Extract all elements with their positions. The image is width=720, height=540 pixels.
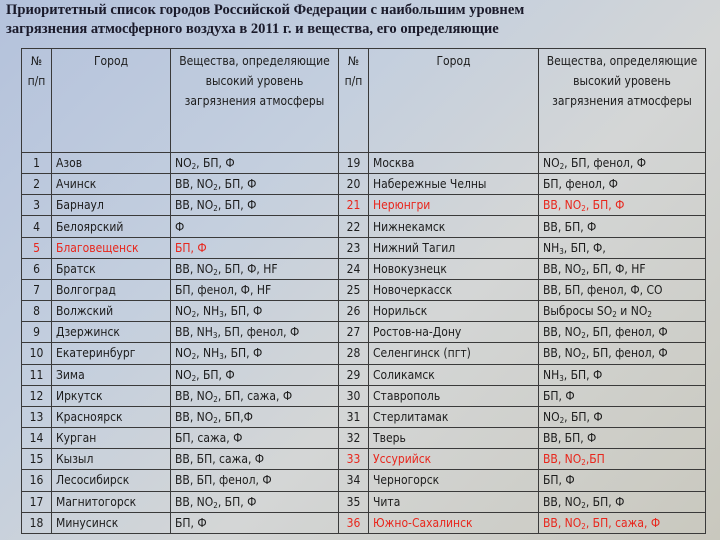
substances-right: ВВ, $NO_2,БП$ <box>539 449 706 470</box>
city-name-left: Волжский <box>52 301 171 322</box>
row-number-right: 34 <box>339 470 369 491</box>
row-number-left: 14 <box>22 428 52 449</box>
row-number-left: 16 <box>22 470 52 491</box>
row-number-right: 23 <box>339 237 369 258</box>
city-name-right: Новокузнецк <box>369 258 539 279</box>
substances-left: БП, Ф <box>171 512 339 533</box>
row-number-right: 26 <box>339 301 369 322</box>
substances-right: Выбросы $SO_2$ и $NO_2$ <box>539 301 706 322</box>
row-number-left: 10 <box>22 343 52 364</box>
city-name-right: Уссурийск <box>369 449 539 470</box>
substances-left: БП, Ф <box>171 237 339 258</box>
substances-left: $NO_2$, БП, Ф <box>171 364 339 385</box>
table-row <box>22 153 706 174</box>
city-name-right: Тверь <box>369 428 539 449</box>
substances-right: БП, Ф <box>539 470 706 491</box>
table-row <box>22 216 706 237</box>
city-name-left: Волгоград <box>52 279 171 300</box>
row-number-left: 8 <box>22 301 52 322</box>
table-header-row <box>22 49 706 153</box>
row-number-left: 18 <box>22 512 52 533</box>
city-name-right: Южно-Сахалинск <box>369 512 539 533</box>
substances-left: ВВ, $NO_2$, БП, Ф <box>171 491 339 512</box>
row-number-left: 1 <box>22 153 52 174</box>
city-name-left: Минусинск <box>52 512 171 533</box>
table-row <box>22 322 706 343</box>
row-number-left: 7 <box>22 279 52 300</box>
city-name-left: Кызыл <box>52 449 171 470</box>
table-row <box>22 470 706 491</box>
row-number-right: 30 <box>339 385 369 406</box>
row-number-left: 15 <box>22 449 52 470</box>
row-number-left: 3 <box>22 195 52 216</box>
city-name-right: Чита <box>369 491 539 512</box>
city-name-right: Нижний Тагил <box>369 237 539 258</box>
row-number-left: 13 <box>22 406 52 427</box>
row-number-left: 9 <box>22 322 52 343</box>
city-name-left: Екатеринбург <box>52 343 171 364</box>
city-name-right: Стерлитамак <box>369 406 539 427</box>
row-number-right: 36 <box>339 512 369 533</box>
city-name-left: Братск <box>52 258 171 279</box>
table-row <box>22 301 706 322</box>
substances-right: $NH_3$, БП, Ф <box>539 364 706 385</box>
city-name-left: Зима <box>52 364 171 385</box>
substances-left: БП, фенол, Ф, HF <box>171 279 339 300</box>
table-row <box>22 385 706 406</box>
header-number-right: № п/п <box>339 49 369 153</box>
table-row <box>22 428 706 449</box>
city-name-left: Курган <box>52 428 171 449</box>
row-number-left: 4 <box>22 216 52 237</box>
row-number-right: 29 <box>339 364 369 385</box>
substances-left: ВВ, $NO_2$, БП, Ф, HF <box>171 258 339 279</box>
table-row <box>22 279 706 300</box>
substances-left: $NO_2$, $NH_3$, БП, Ф <box>171 343 339 364</box>
substances-left: ВВ, $NO_2$, БП,Ф <box>171 406 339 427</box>
substances-right: ВВ, $NO_2$, БП, фенол, Ф <box>539 343 706 364</box>
row-number-left: 17 <box>22 491 52 512</box>
table-row <box>22 364 706 385</box>
substances-right: БП, фенол, Ф <box>539 174 706 195</box>
city-name-right: Москва <box>369 153 539 174</box>
table-row <box>22 406 706 427</box>
city-name-right: Ростов-на-Дону <box>369 322 539 343</box>
substances-right: БП, Ф <box>539 385 706 406</box>
substances-right: ВВ, $NO_2$, БП, фенол, Ф <box>539 322 706 343</box>
table-row <box>22 343 706 364</box>
header-substances-right: Вещества, определяющие высокий уровень загрязнения атмосферы <box>539 49 706 153</box>
city-name-left: Красноярск <box>52 406 171 427</box>
substances-right: $NH_3$, БП, Ф, <box>539 237 706 258</box>
substances-left: $NO_2$, БП, Ф <box>171 153 339 174</box>
substances-left: ВВ, $NH_3$, БП, фенол, Ф <box>171 322 339 343</box>
substances-right: ВВ, БП, Ф <box>539 428 706 449</box>
city-name-left: Магнитогорск <box>52 491 171 512</box>
row-number-right: 20 <box>339 174 369 195</box>
table-row <box>22 195 706 216</box>
substances-right: ВВ, $NO_2$, БП, Ф <box>539 491 706 512</box>
substances-left: ВВ, БП, фенол, Ф <box>171 470 339 491</box>
substances-right: $NO_2$, БП, фенол, Ф <box>539 153 706 174</box>
city-name-left: Белоярский <box>52 216 171 237</box>
header-city-left: Город <box>52 49 171 153</box>
city-name-right: Селенгинск (пгт) <box>369 343 539 364</box>
substances-left: Ф <box>171 216 339 237</box>
city-name-left: Барнаул <box>52 195 171 216</box>
table-row <box>22 258 706 279</box>
city-name-right: Набережные Челны <box>369 174 539 195</box>
row-number-right: 33 <box>339 449 369 470</box>
substances-left: БП, сажа, Ф <box>171 428 339 449</box>
substances-left: $NO_2$, $NH_3$, БП, Ф <box>171 301 339 322</box>
substances-right: $NO_2$, БП, Ф <box>539 406 706 427</box>
table-row <box>22 174 706 195</box>
row-number-right: 35 <box>339 491 369 512</box>
city-name-right: Ставрополь <box>369 385 539 406</box>
header-city-right: Город <box>369 49 539 153</box>
substances-right: ВВ, БП, фенол, Ф, CO <box>539 279 706 300</box>
city-name-right: Нерюнгри <box>369 195 539 216</box>
substances-right: ВВ, $NO_2$, БП, Ф, HF <box>539 258 706 279</box>
row-number-right: 24 <box>339 258 369 279</box>
row-number-left: 12 <box>22 385 52 406</box>
row-number-right: 22 <box>339 216 369 237</box>
substances-right: ВВ, $NO_2$, БП, Ф <box>539 195 706 216</box>
row-number-right: 21 <box>339 195 369 216</box>
substances-left: ВВ, БП, сажа, Ф <box>171 449 339 470</box>
substances-right: ВВ, БП, Ф <box>539 216 706 237</box>
substances-right: ВВ, $NO_2$, БП, сажа, Ф <box>539 512 706 533</box>
city-name-left: Благовещенск <box>52 237 171 258</box>
substances-left: ВВ, $NO_2$, БП, Ф <box>171 195 339 216</box>
city-name-left: Иркутск <box>52 385 171 406</box>
row-number-right: 32 <box>339 428 369 449</box>
substances-left: ВВ, $NO_2$, БП, сажа, Ф <box>171 385 339 406</box>
city-name-left: Лесосибирск <box>52 470 171 491</box>
substances-left: ВВ, $NO_2$, БП, Ф <box>171 174 339 195</box>
city-name-left: Дзержинск <box>52 322 171 343</box>
city-name-right: Нижнекамск <box>369 216 539 237</box>
city-name-left: Ачинск <box>52 174 171 195</box>
city-name-right: Черногорск <box>369 470 539 491</box>
row-number-right: 28 <box>339 343 369 364</box>
city-pollution-table <box>21 48 706 534</box>
row-number-right: 31 <box>339 406 369 427</box>
table-row <box>22 237 706 258</box>
page-title: Приоритетный список городов Российской Федерации с наибольшим уровнем загрязнения атмосферного воздуха в 2011 г. и вещества, его определяющие <box>6 2 525 37</box>
table-row <box>22 449 706 470</box>
header-substances-left: Вещества, определяющие высокий уровень загрязнения атмосферы <box>171 49 339 153</box>
row-number-left: 6 <box>22 258 52 279</box>
city-name-right: Соликамск <box>369 364 539 385</box>
table-row <box>22 512 706 533</box>
row-number-right: 19 <box>339 153 369 174</box>
city-name-right: Норильск <box>369 301 539 322</box>
row-number-left: 11 <box>22 364 52 385</box>
row-number-left: 5 <box>22 237 52 258</box>
city-name-right: Новочеркасск <box>369 279 539 300</box>
header-number-left: № п/п <box>22 49 52 153</box>
row-number-left: 2 <box>22 174 52 195</box>
table-row <box>22 491 706 512</box>
row-number-right: 27 <box>339 322 369 343</box>
row-number-right: 25 <box>339 279 369 300</box>
city-name-left: Азов <box>52 153 171 174</box>
